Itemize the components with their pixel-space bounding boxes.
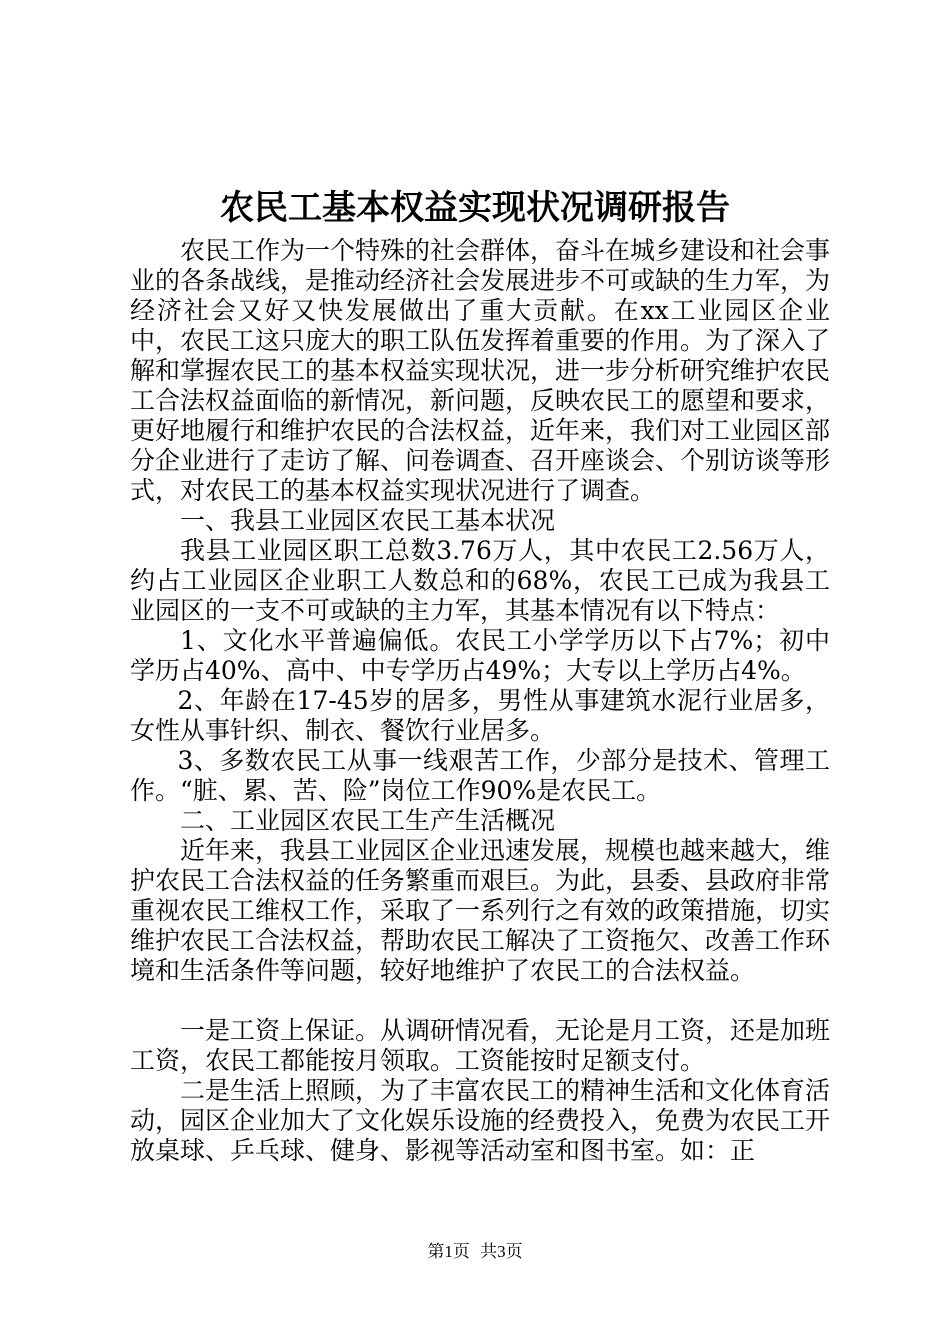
paragraph-point-2: 2、年龄在17-45岁的居多，男性从事建筑水泥行业居多，女性从事针织、制衣、餐饮行业居多。	[130, 686, 830, 745]
section-heading-2: 二、工业园区农民工生产生活概况	[180, 806, 556, 835]
paragraph-overview: 近年来，我县工业园区企业迅速发展，规模也越来越大，维护农民工合法权益的任务繁重而艰巨。为此，县委、县政府非常重视农民工维权工作，采取了一系列行之有效的政策措施，切实维护农民工合法权益，帮助农民工解决了工资拖欠、改善工作环境和生活条件等问题，较好地维护了农民工的合法权益。	[130, 836, 831, 985]
paragraph-wages: 一是工资上保证。从调研情况看，无论是月工资，还是加班工资，农民工都能按月领取。工资能按时足额支付。	[130, 1016, 831, 1075]
paragraph-statistics: 我县工业园区职工总数3.76万人，其中农民工2.56万人，约占工业园区企业职工人数总和的68%，农民工已成为我县工业园区的一支不可或缺的主力军，其基本情况有以下特点：	[130, 536, 830, 625]
blank-line	[130, 986, 830, 1016]
paragraph-point-1: 1、文化水平普遍偏低。农民工小学学历以下占7%；初中学历占40%、高中、中专学历占49%；大专以上学历占4%。	[130, 626, 830, 685]
paragraph-living: 二是生活上照顾，为了丰富农民工的精神生活和文化体育活动，园区企业加大了文化娱乐设施的经费投入，免费为农民工开放桌球、乒乓球、健身、影视等活动室和图书室。如：正	[130, 1076, 831, 1165]
paragraph-intro: 农民工作为一个特殊的社会群体，奋斗在城乡建设和社会事业的各条战线，是推动经济社会发展进步不可或缺的生力军，为经济社会又好又快发展做出了重大贡献。在xx工业园区企业中，农民工这只庞大的职工队伍发挥着重要的作用。为了深入了解和掌握农民工的基本权益实现状况，进一步分析研究维护农民工合法权益面临的新情况，新问题，反映农民工的愿望和要求，更好地履行和维护农民的合法权益，近年来，我们对工业园区部分企业进行了走访了解、问卷调查、召开座谈会、个别访谈等形式，对农民工的基本权益实现状况进行了调查。	[130, 236, 831, 505]
section-heading-1: 一、我县工业园区农民工基本状况	[180, 506, 556, 535]
document-body	[130, 236, 830, 1166]
page-total: 共3页	[480, 1242, 523, 1261]
document-title: 农民工基本权益实现状况调研报告	[220, 188, 730, 228]
paragraph-point-3: 3、多数农民工从事一线艰苦工作，少部分是技术、管理工作。“脏、累、苦、险”岗位工作90%是农民工。	[130, 746, 830, 805]
page-number: 第1页	[427, 1242, 470, 1261]
page-footer	[0, 1240, 950, 1264]
